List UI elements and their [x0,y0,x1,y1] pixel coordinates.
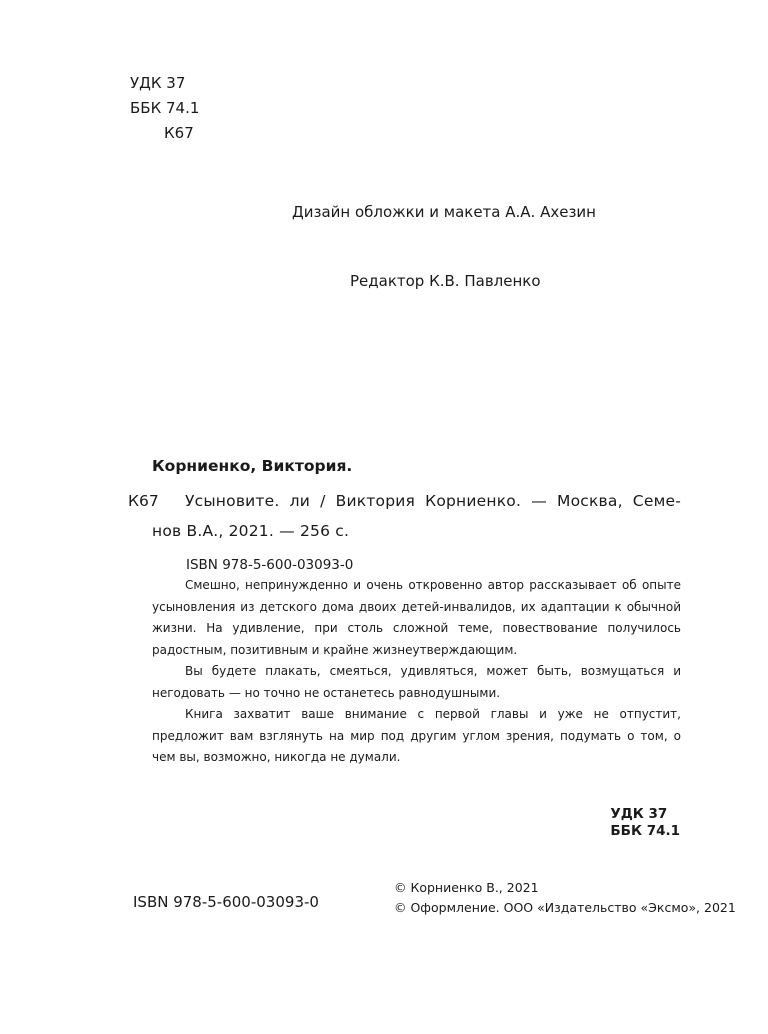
bib-isbn: ISBN 978-5-600-03093-0 [186,557,354,573]
bib-description-line-1: Усыновите. ли / Виктория Корниенко. — Москва, Семе- [185,492,681,510]
udk-code-bold: УДК 37 [610,806,668,822]
classification-codes-bold [610,806,680,840]
abstract-paragraph: Вы будете плакать, смеяться, удивляться, может быть, возмущаться и негодовать — но точно не останетесь равнодушными. [152,664,681,700]
copyright-publisher: © Оформление. ООО «Издательство «Эксмо», 2021 [394,900,736,915]
abstract [152,575,681,769]
copyright-block [394,878,736,918]
copyright-author: © Корниенко В., 2021 [394,880,539,895]
bbk-code-bold: ББК 74.1 [610,823,680,839]
abstract-paragraph: Книга захватит ваше внимание с первой главы и уже не отпустит, предложит вам взглянуть на мир под другим углом зрения, подумать о том, о чем вы, возможно, никогда не думали. [152,707,681,764]
design-credit: Дизайн обложки и макета А.А. Ахезин [292,203,596,221]
editor-credit: Редактор К.В. Павленко [350,272,541,290]
footer-isbn: ISBN 978-5-600-03093-0 [133,893,319,911]
bib-description-line-2: нов В.А., 2021. — 256 с. [152,522,350,540]
bbk-code: ББК 74.1 [130,99,200,117]
author-heading: Корниенко, Виктория. [152,457,353,475]
udk-code: УДК 37 [130,74,186,92]
abstract-paragraph: Смешно, непринужденно и очень откровенно автор рассказывает об опыте усыновления из детского дома двоих детей-инвалидов, их адаптации к обычной жизни. На удивление, при столь сложной теме, повествование получилось радостным, позитивным и крайне жизнеутверждающим. [152,578,681,657]
author-mark: К67 [128,492,159,510]
author-mark-code: К67 [164,124,194,142]
